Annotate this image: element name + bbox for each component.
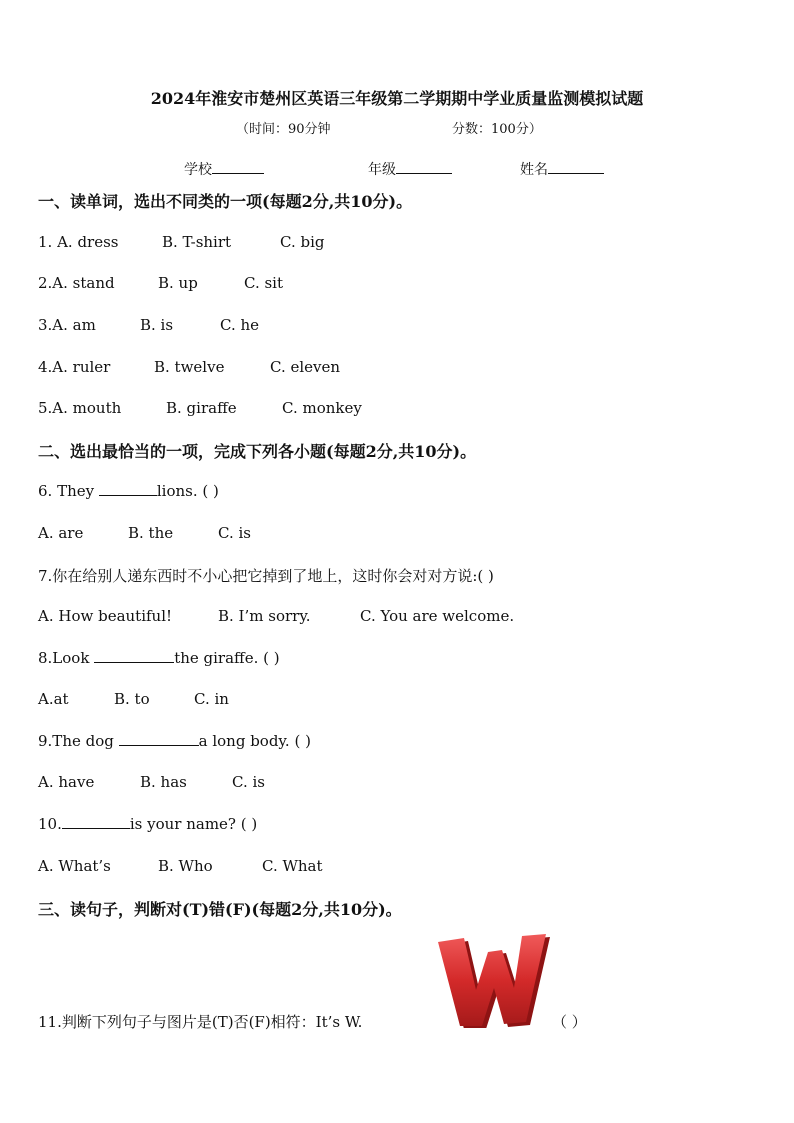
question-5 [38, 399, 362, 417]
question-10 [38, 815, 257, 833]
question-3 [38, 316, 260, 334]
q5-option-a: 5.A. mouth [38, 399, 122, 417]
name-field [520, 159, 604, 179]
q5-option-b: B. giraffe [166, 399, 237, 417]
q4-option-c: C. eleven [270, 358, 341, 376]
q8-option-c: C. in [194, 690, 229, 708]
q10-option-c: C. What [262, 857, 323, 875]
question-8-options [38, 690, 229, 708]
q5-option-c: C. monkey [282, 399, 362, 417]
grade-blank [396, 161, 452, 174]
q10-stem-end: is your name? ( ) [129, 815, 258, 833]
letter-w-3d-icon [430, 928, 550, 1028]
q10-option-b: B. Who [158, 857, 213, 875]
question-1 [38, 233, 325, 251]
question-10-options [38, 857, 323, 875]
q9-blank [119, 733, 199, 746]
q1-option-c: C. big [280, 233, 325, 251]
q4-option-a: 4.A. ruler [38, 358, 111, 376]
q9-stem-end: a long body. ( ) [198, 732, 311, 750]
question-9-options [38, 773, 265, 791]
q9-option-b: B. has [140, 773, 187, 791]
q9-option-a: A. have [38, 773, 95, 791]
school-field [184, 159, 264, 179]
q10-blank [62, 816, 130, 829]
question-7: 7.你在给别人递东西时不小心把它掉到了地上，这时你会对对方说:( ) [38, 567, 494, 585]
q9-option-c: C. is [232, 773, 265, 791]
q7-option-c: C. You are welcome. [360, 607, 515, 625]
section-1-heading: 一、读单词，选出不同类的一项(每题2分,共10分)。 [38, 192, 413, 211]
question-2 [38, 274, 284, 292]
question-8 [38, 649, 280, 667]
q3-option-a: 3.A. am [38, 316, 96, 334]
q6-option-a: A. are [38, 524, 84, 542]
q9-stem-start: 9.The dog [38, 732, 119, 750]
page-title: 2024年淮安市楚州区英语三年级第二学期期中学业质量监测模拟试题 [150, 89, 644, 108]
question-6-options [38, 524, 251, 542]
q8-blank [94, 650, 174, 663]
q8-stem-end: the giraffe. ( ) [174, 649, 280, 667]
section-2-heading: 二、选出最恰当的一项，完成下列各小题(每题2分,共10分)。 [38, 442, 477, 461]
grade-label: 年级 [368, 162, 396, 178]
section-3-heading: 三、读句子，判断对(T)错(F)(每题2分,共10分)。 [38, 900, 402, 919]
q4-option-b: B. twelve [154, 358, 225, 376]
q6-stem-end: lions. ( ) [156, 482, 219, 500]
question-11: 11.判断下列句子与图片是(T)否(F)相符：It’s W. [38, 1013, 363, 1031]
q2-option-b: B. up [158, 274, 198, 292]
q10-option-a: A. What’s [38, 857, 111, 875]
exam-time: （时间：90分钟 [236, 122, 331, 137]
q6-option-b: B. the [128, 524, 174, 542]
q6-blank [99, 483, 157, 496]
q10-stem-start: 10. [38, 815, 62, 833]
name-blank [548, 161, 604, 174]
question-7-options [38, 607, 515, 625]
q8-option-a: A.at [38, 690, 69, 708]
q7-option-a: A. How beautiful! [38, 607, 173, 625]
question-9 [38, 732, 311, 750]
school-blank [212, 161, 264, 174]
q1-option-a: 1. A. dress [38, 233, 119, 251]
name-label: 姓名 [520, 162, 548, 178]
q3-option-b: B. is [140, 316, 174, 334]
q8-option-b: B. to [114, 690, 150, 708]
q2-option-c: C. sit [244, 274, 284, 292]
q2-option-a: 2.A. stand [38, 274, 115, 292]
school-label: 学校 [184, 162, 212, 178]
q1-option-b: B. T-shirt [162, 233, 232, 251]
q8-stem-start: 8.Look [38, 649, 95, 667]
question-6 [38, 482, 219, 500]
grade-field [368, 159, 452, 179]
question-4 [38, 358, 341, 376]
q11-answer-paren: （ ） [552, 1013, 587, 1031]
q7-option-b: B. I’m sorry. [218, 607, 311, 625]
q3-option-c: C. he [220, 316, 260, 334]
q6-stem-start: 6. They [38, 482, 99, 500]
exam-score: 分数：100分） [452, 122, 542, 137]
q6-option-c: C. is [218, 524, 251, 542]
